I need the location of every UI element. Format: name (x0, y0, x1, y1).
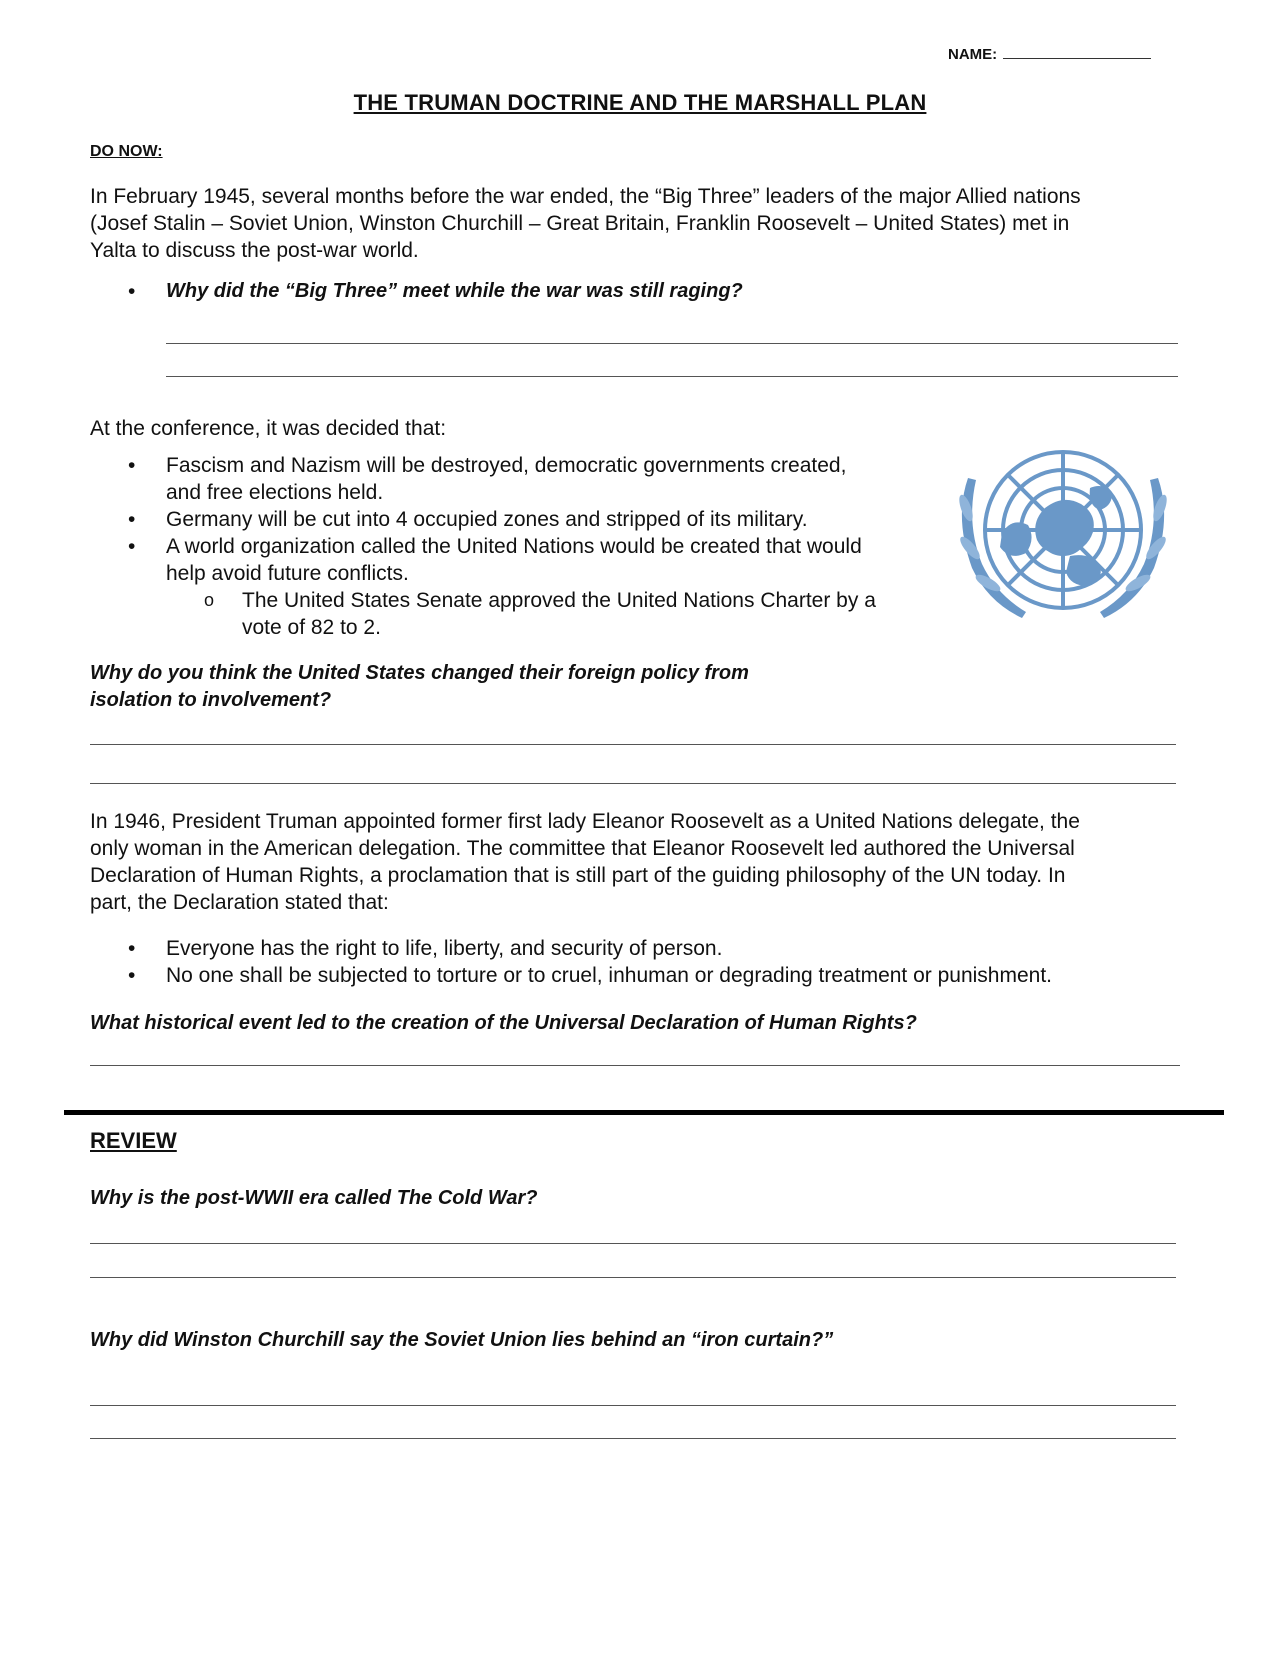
page-title: THE TRUMAN DOCTRINE AND THE MARSHALL PLAN (353, 90, 927, 115)
name-field[interactable] (948, 46, 1151, 63)
intro-line: Yalta to discuss the post-war world. (90, 239, 419, 262)
bullet-icon: • (128, 280, 136, 303)
answer-line[interactable] (90, 1405, 1176, 1406)
bullet-icon: • (128, 964, 136, 987)
declaration-line: Declaration of Human Rights, a proclamation that is still part of the guiding philosophy of the UN today. In (90, 864, 1066, 887)
answer-line[interactable] (90, 744, 1176, 745)
declaration-paragraph (90, 808, 1190, 916)
answer-line[interactable] (90, 1438, 1176, 1439)
review-question: Why is the post-WWII era called The Cold War? (90, 1187, 538, 1209)
review-heading: REVIEW (90, 1128, 177, 1153)
answer-line[interactable] (90, 1277, 1176, 1278)
bullet-text: Germany will be cut into 4 occupied zones and stripped of its military. (166, 508, 808, 531)
answer-line[interactable] (90, 1243, 1176, 1244)
intro-line: In February 1945, several months before the war ended, the “Big Three” leaders of the major Allied nations (90, 185, 1081, 208)
bullet-text: No one shall be subjected to torture or to cruel, inhuman or degrading treatment or punishment. (166, 964, 1053, 987)
bullet-text: and free elections held. (166, 481, 384, 504)
intro-line: (Josef Stalin – Soviet Union, Winston Churchill – Great Britain, Franklin Roosevelt – United States) met in (90, 212, 1070, 235)
name-label: NAME: (948, 46, 998, 63)
bullet-text: Everyone has the right to life, liberty, and security of person. (166, 937, 723, 960)
intro-paragraph (90, 183, 1190, 264)
sub-bullet-text: The United States Senate approved the United Nations Charter by a (242, 589, 876, 612)
declaration-line: part, the Declaration stated that: (90, 891, 389, 914)
conference-question (90, 660, 749, 714)
sub-bullet-icon: o (204, 590, 215, 610)
question-line: Why do you think the United States changed their foreign policy from (90, 662, 749, 684)
answer-line[interactable] (90, 783, 1176, 784)
bullet-text: Fascism and Nazism will be destroyed, democratic governments created, (166, 454, 847, 477)
do-now-heading: DO NOW: (90, 143, 163, 160)
answer-line[interactable] (90, 1065, 1180, 1066)
sub-bullet-text: vote of 82 to 2. (242, 616, 381, 639)
bullet-icon: • (128, 535, 136, 558)
name-blank-line[interactable] (1003, 46, 1151, 59)
bullet-icon: • (128, 454, 136, 477)
answer-line[interactable] (166, 376, 1178, 377)
bullet-icon: • (128, 937, 136, 960)
answer-line[interactable] (166, 343, 1178, 344)
conference-lead: At the conference, it was decided that: (90, 417, 447, 440)
declaration-question: What historical event led to the creation of the Universal Declaration of Human Rights? (90, 1012, 917, 1034)
declaration-line: In 1946, President Truman appointed former first lady Eleanor Roosevelt as a United Nations delegate, the (90, 810, 1080, 833)
declaration-line: only woman in the American delegation. The committee that Eleanor Roosevelt led authored the Universal (90, 837, 1075, 860)
question-line: isolation to involvement? (90, 689, 332, 711)
bullet-text: help avoid future conflicts. (166, 562, 409, 585)
review-question: Why did Winston Churchill say the Soviet Union lies behind an “iron curtain?” (90, 1329, 834, 1351)
un-emblem-icon (950, 438, 1176, 636)
bullet-icon: • (128, 508, 136, 531)
intro-question: Why did the “Big Three” meet while the war was still raging? (166, 280, 743, 302)
section-divider (64, 1110, 1224, 1115)
bullet-text: A world organization called the United Nations would be created that would (166, 535, 862, 558)
un-emblem-image (950, 438, 1176, 636)
